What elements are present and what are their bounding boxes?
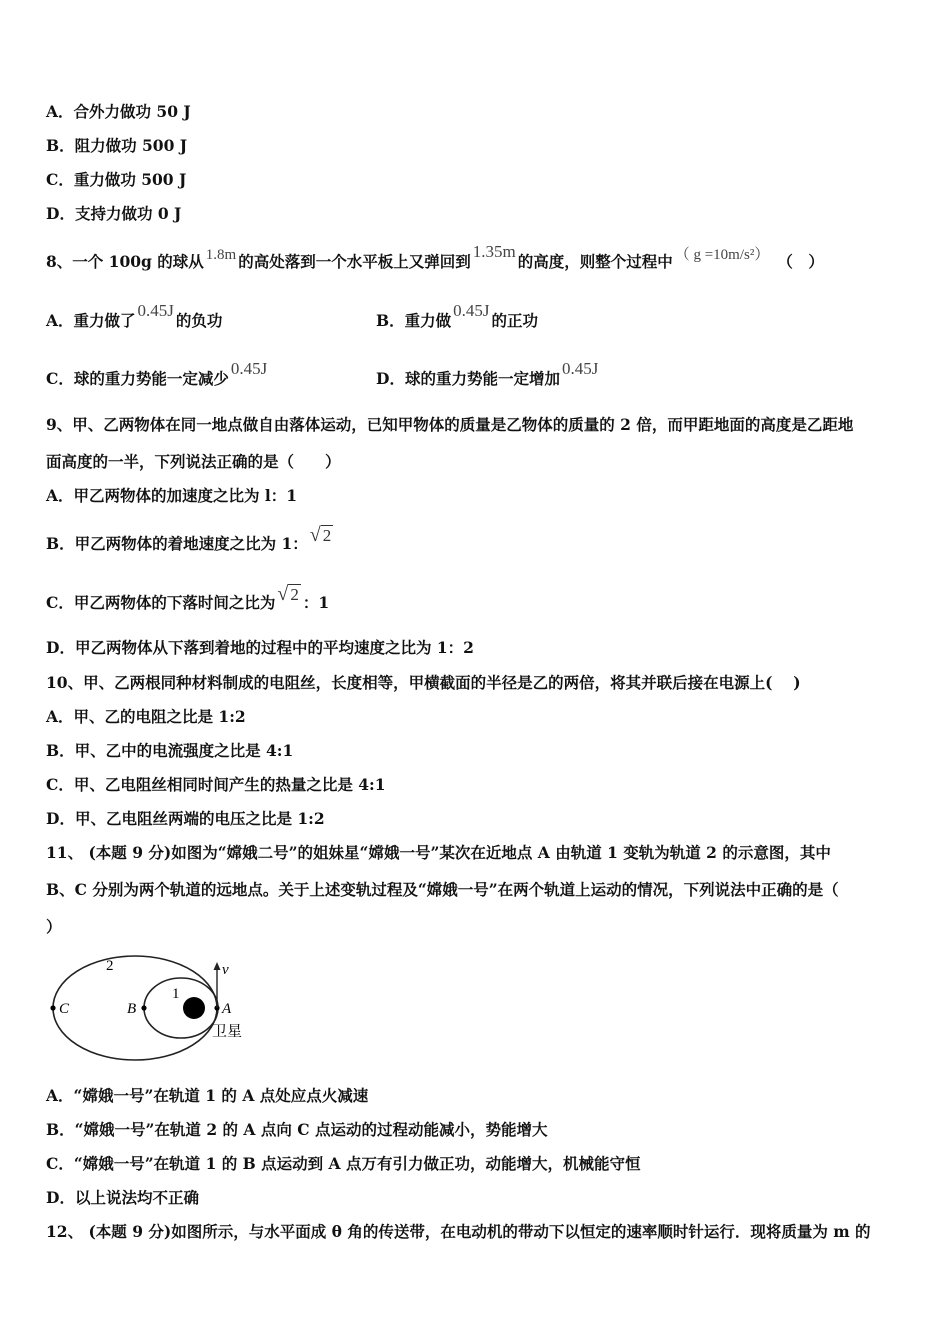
q8-option-d-text: D．球的重力势能一定增加: [376, 369, 560, 388]
q8-option-c: [46, 359, 269, 389]
satellite-label: 卫星: [212, 1022, 243, 1040]
q9-option-c: [46, 583, 330, 613]
q11-stem-line1: 11、 (本题 9 分)如图为“嫦娥二号”的姐妹星“嫦娥一号”某次在近地点 A 由轨道 1 变轨为轨道 2 的示意图，其中: [46, 843, 831, 862]
q8-stem: [46, 242, 824, 273]
q7-option-a: A．合外力做功 50 J: [46, 102, 191, 121]
point-c-dot: [50, 1005, 55, 1010]
q8-option-d: [376, 359, 600, 389]
q8-option-b: [376, 301, 538, 331]
q11-stem-line3: ）: [46, 917, 62, 936]
q8-stem-part1: 8、一个 100g 的球从: [46, 252, 204, 271]
velocity-arrow-head: [214, 962, 221, 970]
q9-option-d: D．甲乙两物体从下落到着地的过程中的平均速度之比为 1：2: [46, 638, 474, 657]
q8-options-row2: [46, 359, 599, 389]
q8-option-b-text: B．重力做: [376, 311, 452, 330]
q10-option-d: D．甲、乙电阻丝两端的电压之比是 1:2: [46, 809, 325, 828]
q9-option-c-suffix: ：1: [302, 593, 330, 612]
q8-height-1: 1.8m: [205, 247, 237, 263]
q8-option-d-value: 0.45J: [561, 359, 599, 378]
q8-option-a-value: 0.45J: [137, 301, 174, 320]
q10-stem: 10、甲、乙两根同种材料制成的电阻丝，长度相等，甲横截面的半径是乙的两倍，将其并联后接在电源上( ): [46, 673, 801, 692]
q9-stem-line1: 9、甲、乙两物体在同一地点做自由落体运动，已知甲物体的质量是乙物体的质量的 2 倍，而甲距地面的高度是乙距地: [46, 415, 854, 434]
q9-option-b-text: B．甲乙两物体的着地速度之比为 1：: [46, 534, 308, 553]
q8-stem-part2: 的高处落到一个水平板上又弹回到: [238, 252, 471, 271]
q9-option-b: [46, 524, 335, 554]
q9-option-c-text: C．甲乙两物体的下落时间之比为: [46, 593, 276, 612]
q11-stem-line2: B、C 分别为两个轨道的远地点。关于上述变轨过程及“嫦娥一号”在两个轨道上运动的情况，下列说法中正确的是（: [46, 880, 839, 899]
q8-option-a: [46, 301, 223, 331]
q7-option-c: C．重力做功 500 J: [46, 170, 187, 189]
point-b-dot: [141, 1005, 146, 1010]
q7-option-d: D．支持力做功 0 J: [46, 204, 182, 223]
q8-options-row1: [46, 301, 538, 331]
orbit-2-label: 2: [106, 958, 114, 974]
q10-option-a: A．甲、乙的电阻之比是 1:2: [46, 707, 246, 726]
q8-option-b-suffix: 的正功: [491, 311, 538, 330]
q9-option-a: A．甲乙两物体的加速度之比为 l：1: [46, 486, 298, 505]
point-a-label: A: [222, 1001, 232, 1017]
point-c-label: C: [59, 1001, 70, 1017]
orbit-1-ellipse: [144, 978, 218, 1038]
q8-answer-bracket: （ ）: [777, 252, 824, 271]
q11-option-c: C．“嫦娥一号”在轨道 1 的 B 点运动到 A 点万有引力做正功，动能增大，机械能守恒: [46, 1154, 641, 1173]
q9-option-c-sqrt: √ 2: [277, 583, 299, 605]
orbit-1-label: 1: [172, 986, 180, 1002]
q8-g-value: （ g =10m/s²）: [674, 247, 770, 263]
q8-height-2: 1.35m: [472, 242, 516, 261]
q7-option-b: B．阻力做功 500 J: [46, 136, 188, 155]
orbit-diagram: [44, 952, 264, 1064]
q8-option-c-text: C．球的重力势能一定减少: [46, 369, 229, 388]
q9-option-c-radicand: 2: [290, 585, 299, 604]
q10-option-c: C．甲、乙电阻丝相同时间产生的热量之比是 4:1: [46, 775, 386, 794]
q9-option-b-sqrt: √ 2: [309, 524, 332, 546]
q11-option-b: B．“嫦娥一号”在轨道 2 的 A 点向 C 点运动的过程动能减小，势能增大: [46, 1120, 548, 1139]
q11-option-d: D．以上说法均不正确: [46, 1188, 199, 1207]
q8-option-b-value: 0.45J: [453, 301, 490, 320]
q8-option-a-text: A．重力做了: [46, 311, 136, 330]
earth-icon: [183, 997, 205, 1019]
q9-option-b-radicand: 2: [322, 526, 332, 545]
velocity-label: v: [222, 962, 229, 978]
q8-option-a-suffix: 的负功: [175, 311, 223, 330]
point-b-label: B: [127, 1001, 137, 1017]
q9-stem-line2: 面高度的一半，下列说法正确的是（ ）: [46, 452, 341, 471]
q12-stem: 12、 (本题 9 分)如图所示，与水平面成 θ 角的传送带，在电动机的带动下以恒定的速率顺时针运行．现将质量为 m 的: [46, 1222, 871, 1241]
q11-option-a: A．“嫦娥一号”在轨道 1 的 A 点处应点火减速: [46, 1086, 369, 1105]
q10-option-b: B．甲、乙中的电流强度之比是 4:1: [46, 741, 294, 760]
q8-option-c-value: 0.45J: [230, 359, 268, 378]
q8-stem-part3: 的高度，则整个过程中: [517, 252, 673, 271]
